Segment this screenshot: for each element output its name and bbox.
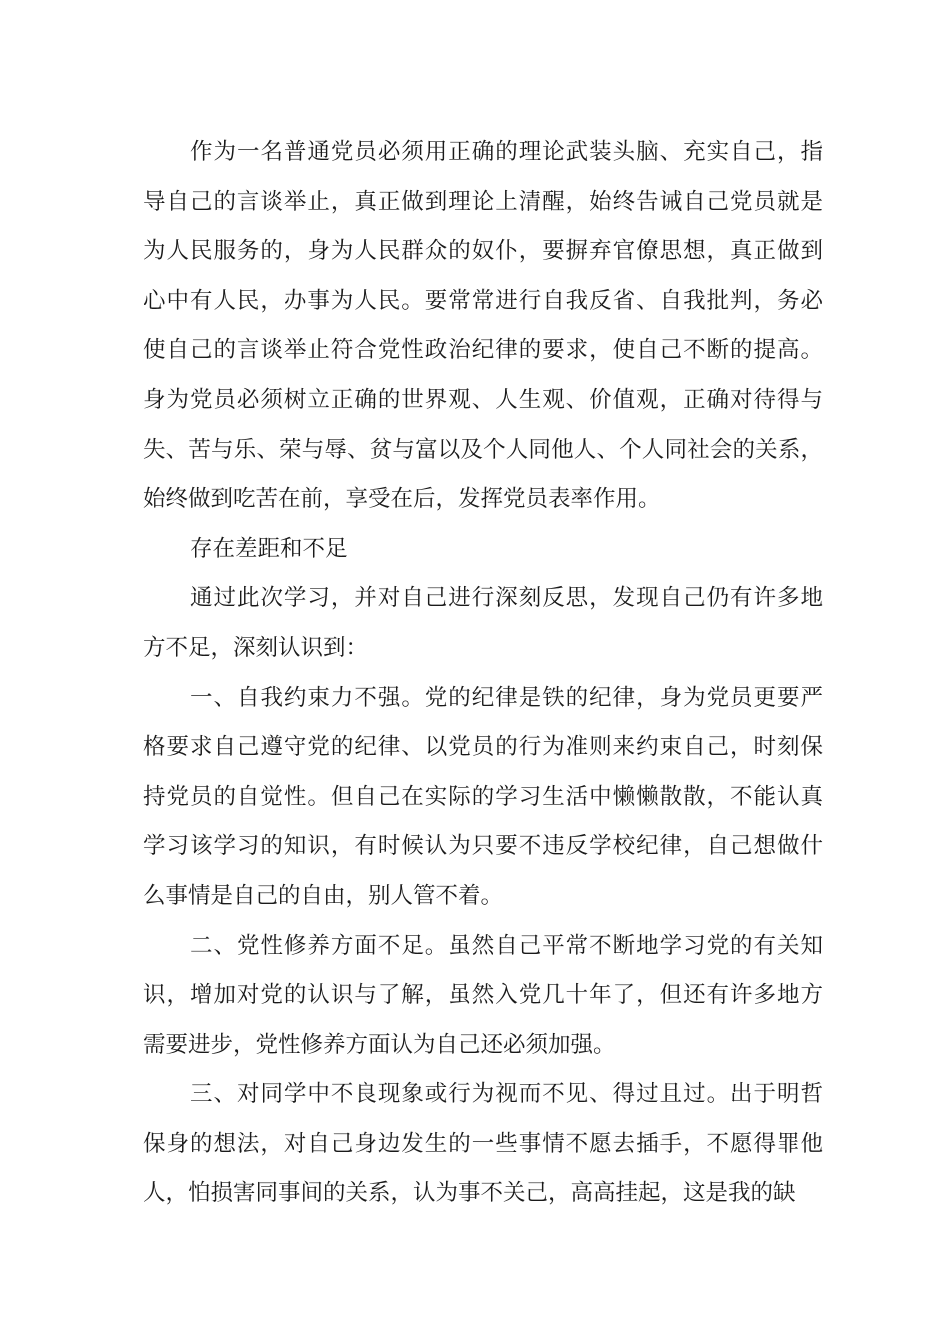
text-line: 格要求自己遵守党的纪律、以党员的行为准则来约束自己，时刻保 (143, 734, 823, 761)
text-line: 失、苦与乐、荣与辱、贫与富以及个人同他人、个人同社会的关系， (143, 436, 823, 463)
text-line: 作为一名普通党员必须用正确的理论武装头脑、充实自己，指 (190, 139, 823, 165)
text-line: 为人民服务的，身为人民群众的奴仆，要摒弃官僚思想，真正做到 (143, 238, 823, 265)
text-line: 持党员的自觉性。但自己在实际的学习生活中懒懒散散，不能认真 (143, 783, 823, 810)
text-line: 么事情是自己的自由，别人管不着。 (143, 882, 504, 909)
paragraph-p2 (143, 525, 823, 575)
paragraph-p1 (143, 128, 823, 525)
text-line: 人，怕损害同事间的关系，认为事不关己，高高挂起，这是我的缺 (143, 1180, 796, 1207)
text-line: 导自己的言谈举止，真正做到理论上清醒，始终告诫自己党员就是 (143, 188, 823, 215)
text-line: 三、对同学中不良现象或行为视而不见、得过且过。出于明哲 (190, 1081, 823, 1108)
text-line: 始终做到吃苦在前，享受在后，发挥党员表率作用。 (143, 486, 661, 513)
text-line: 需要进步，党性修养方面认为自己还必须加强。 (143, 1031, 616, 1058)
text-line: 保身的想法，对自己身边发生的一些事情不愿去插手，不愿得罪他 (143, 1130, 823, 1157)
text-line: 通过此次学习，并对自己进行深刻反思，发现自己仍有许多地 (190, 585, 823, 612)
paragraph-p5 (143, 922, 823, 1071)
text-line: 学习该学习的知识，有时候认为只要不违反学校纪律，自己想做什 (143, 833, 823, 860)
text-line: 心中有人民，办事为人民。要常常进行自我反省、自我批判，务必 (143, 287, 823, 314)
paragraph-p4 (143, 674, 823, 922)
paragraph-p3 (143, 574, 823, 673)
text-line: 识，增加对党的认识与了解，虽然入党几十年了，但还有许多地方 (143, 982, 823, 1009)
text-line: 身为党员必须树立正确的世界观、人生观、价值观，正确对待得与 (143, 386, 823, 413)
document-body (143, 128, 823, 1219)
paragraph-p6 (143, 1070, 823, 1219)
text-line: 二、党性修养方面不足。虽然自己平常不断地学习党的有关知 (190, 932, 823, 959)
text-line: 存在差距和不足 (190, 535, 348, 562)
text-line: 一、自我约束力不强。党的纪律是铁的纪律，身为党员更要严 (190, 684, 823, 711)
text-line: 方不足，深刻认识到： (143, 634, 369, 661)
text-line: 使自己的言谈举止符合党性政治纪律的要求，使自己不断的提高。 (143, 337, 823, 364)
